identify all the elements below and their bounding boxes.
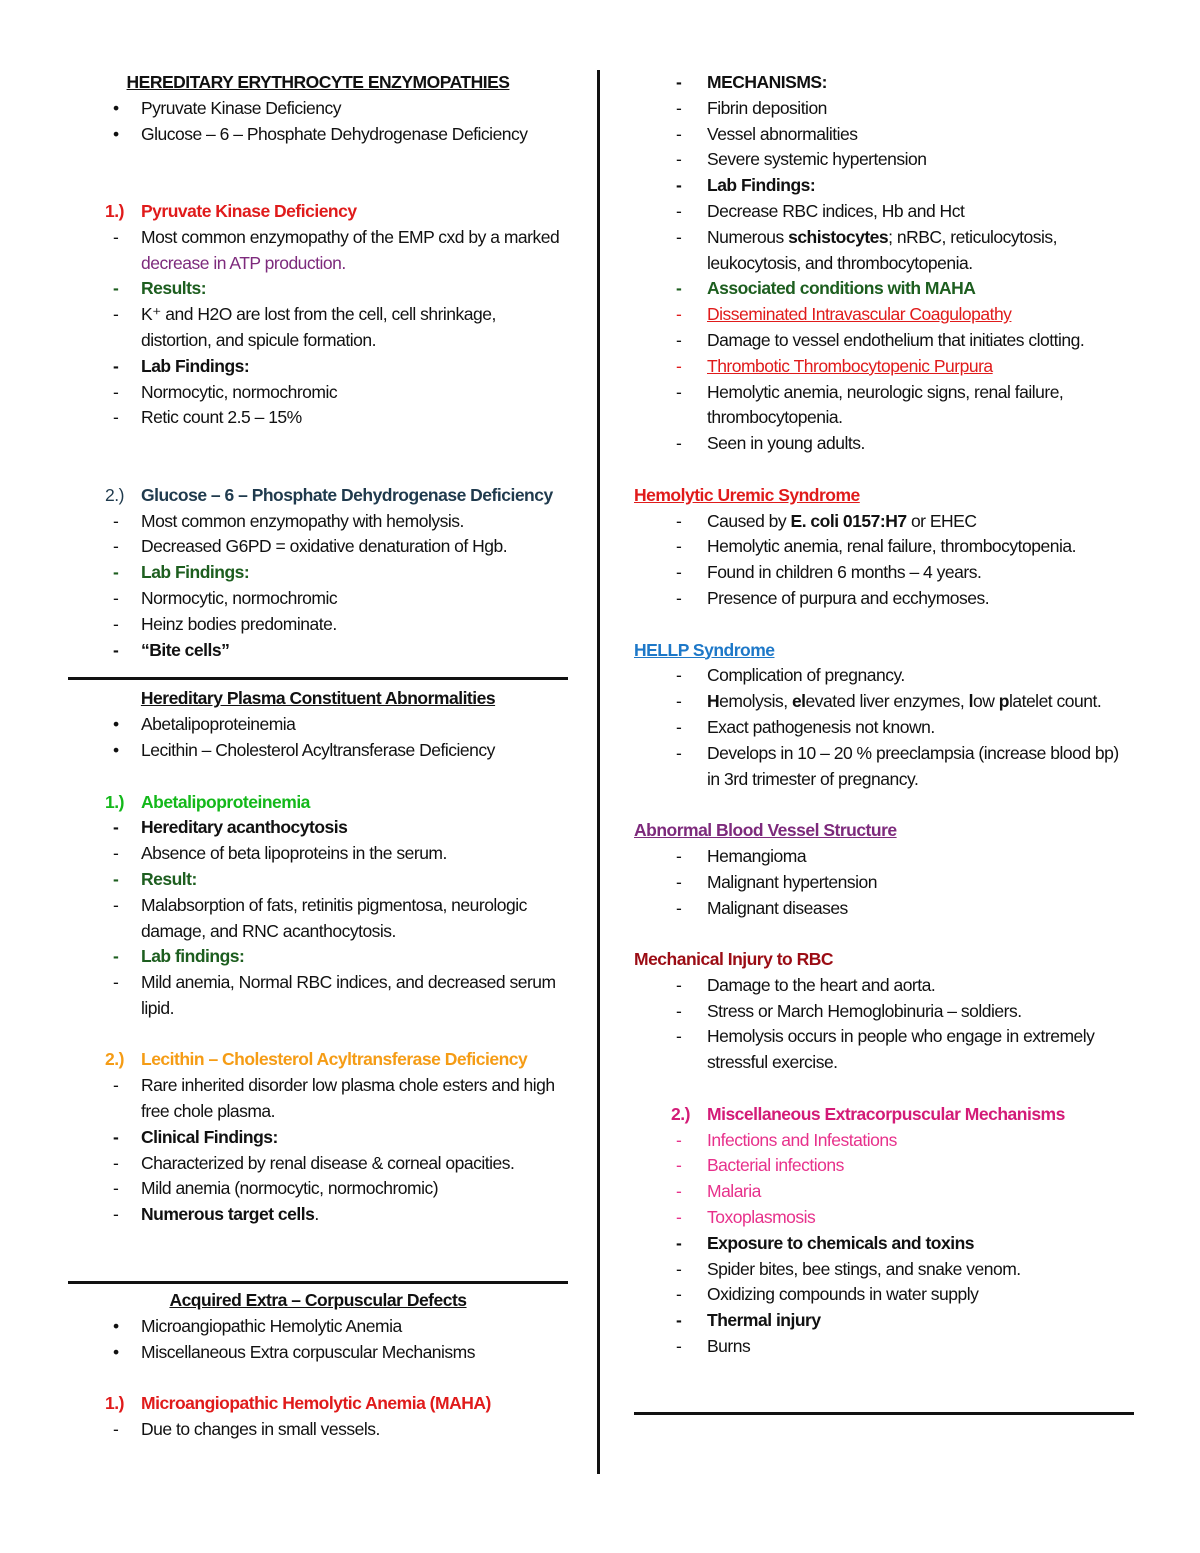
- plasma-title: Hereditary Plasma Constituent Abnormalities: [140, 688, 496, 709]
- list-item: - Decreased G6PD = oxidative denaturation of Hgb.: [68, 534, 568, 560]
- list-item: - Stress or March Hemoglobinuria – soldiers.: [634, 999, 1134, 1025]
- list-item: - Malignant hypertension: [634, 870, 1134, 896]
- list-item: - Found in children 6 months – 4 years.: [634, 560, 1134, 586]
- thermal-label: - Thermal injury: [634, 1308, 1134, 1334]
- list-item: - Damage to the heart and aorta.: [634, 973, 1134, 999]
- list-item: - Oxidizing compounds in water supply: [634, 1282, 1134, 1308]
- list-item: - Retic count 2.5 – 15%: [68, 405, 568, 431]
- list-item: - Hemolytic anemia, renal failure, thrombocytopenia.: [634, 534, 1134, 560]
- list-item: - Severe systemic hypertension: [634, 147, 1134, 173]
- list-item-cont: in 3rd trimester of pregnancy.: [707, 768, 919, 789]
- mechanisms-label: - MECHANISMS:: [634, 70, 1134, 96]
- list-item: - Malabsorption of fats, retinitis pigmentosa, neurologic: [68, 893, 568, 919]
- left-column: [68, 70, 568, 1443]
- list-item: - Hemolysis occurs in people who engage in extremely: [634, 1024, 1134, 1050]
- list-item: - Hemangioma: [634, 844, 1134, 870]
- list-item: - Burns: [634, 1334, 1134, 1360]
- list-item: - Mild anemia (normocytic, normochromic): [68, 1176, 568, 1202]
- list-item: • Glucose – 6 – Phosphate Dehydrogenase Deficiency: [68, 122, 568, 148]
- hellp-title: HELLP Syndrome: [634, 639, 775, 660]
- lab-label: - Lab findings:: [68, 944, 568, 970]
- dic-link: - Disseminated Intravascular Coagulopathy: [634, 302, 1134, 328]
- abeta-heading: 1.) Abetalipoproteinemia: [105, 791, 310, 812]
- list-item: - Presence of purpura and ecchymoses.: [634, 586, 1134, 612]
- column-divider: [597, 70, 600, 1474]
- result-label: - Result:: [68, 867, 568, 893]
- list-item: • Microangiopathic Hemolytic Anemia: [68, 1314, 568, 1340]
- mir-title: Mechanical Injury to RBC: [634, 949, 834, 970]
- list-item-cont: lipid.: [141, 997, 174, 1018]
- list-item: - Hemolytic anemia, neurologic signs, renal failure,: [634, 380, 1134, 406]
- list-item: - Rare inherited disorder low plasma chole esters and high: [68, 1073, 568, 1099]
- lab-label: - Lab Findings:: [68, 560, 568, 586]
- list-item-cont: free chole plasma.: [141, 1101, 275, 1122]
- list-item: - Complication of pregnancy.: [634, 663, 1134, 689]
- list-item: - Most common enzymopathy of the EMP cxd by a marked: [68, 225, 568, 251]
- list-item: - Toxoplasmosis: [634, 1205, 1134, 1231]
- list-item: - Seen in young adults.: [634, 431, 1134, 457]
- list-item: - Heinz bodies predominate.: [68, 612, 568, 638]
- list-item-cont: leukocytosis, and thrombocytopenia.: [707, 252, 973, 273]
- list-item-cont: thrombocytopenia.: [707, 407, 843, 428]
- list-item: - Decrease RBC indices, Hb and Hct: [634, 199, 1134, 225]
- clinical-label: - Clinical Findings:: [68, 1125, 568, 1151]
- misc-heading: 2.) Miscellaneous Extracorpuscular Mechanisms: [671, 1103, 1065, 1124]
- acquired-title: Acquired Extra – Corpuscular Defects: [169, 1290, 467, 1311]
- hus-title: Hemolytic Uremic Syndrome: [634, 484, 860, 505]
- list-item-cont: stressful exercise.: [707, 1052, 838, 1073]
- list-item: - Mild anemia, Normal RBC indices, and decreased serum: [68, 970, 568, 996]
- list-item: - Caused by E. coli 0157:H7 or EHEC: [634, 509, 1134, 535]
- associated-label: - Associated conditions with MAHA: [634, 276, 1134, 302]
- list-item: - K⁺ and H2O are lost from the cell, cell shrinkage,: [68, 302, 568, 328]
- list-item: - Vessel abnormalities: [634, 122, 1134, 148]
- abv-title: Abnormal Blood Vessel Structure: [634, 820, 897, 841]
- list-item: - Spider bites, bee stings, and snake venom.: [634, 1257, 1134, 1283]
- section-divider: [634, 1412, 1134, 1415]
- lcat-heading: 2.) Lecithin – Cholesterol Acyltransferase Deficiency: [105, 1049, 528, 1070]
- g6pd-heading: 2.) Glucose – 6 – Phosphate Dehydrogenase Deficiency: [105, 484, 553, 505]
- list-item: - Damage to vessel endothelium that initiates clotting.: [634, 328, 1134, 354]
- ttp-link: - Thrombotic Thrombocytopenic Purpura: [634, 354, 1134, 380]
- list-item-cont: distortion, and spicule formation.: [141, 329, 376, 350]
- list-item: - “Bite cells”: [68, 638, 568, 664]
- list-item: - Numerous schistocytes; nRBC, reticulocytosis,: [634, 225, 1134, 251]
- list-item: - Hemolysis, elevated liver enzymes, low platelet count.: [634, 689, 1134, 715]
- maha-heading: 1.) Microangiopathic Hemolytic Anemia (MAHA): [105, 1393, 491, 1414]
- list-item: - Absence of beta lipoproteins in the serum.: [68, 841, 568, 867]
- list-item-cont: decrease in ATP production.: [141, 252, 346, 273]
- list-item: • Miscellaneous Extra corpuscular Mechanisms: [68, 1340, 568, 1366]
- list-item: • Lecithin – Cholesterol Acyltransferase Deficiency: [68, 738, 568, 764]
- list-item: - Exact pathogenesis not known.: [634, 715, 1134, 741]
- right-column: [634, 70, 1134, 1415]
- list-item: - Normocytic, normochromic: [68, 380, 568, 406]
- enzymopathies-title: HEREDITARY ERYTHROCYTE ENZYMOPATHIES: [126, 72, 510, 92]
- list-item: • Pyruvate Kinase Deficiency: [68, 96, 568, 122]
- results-label: - Results:: [68, 276, 568, 302]
- list-item: - Due to changes in small vessels.: [68, 1417, 568, 1443]
- exposure-label: - Exposure to chemicals and toxins: [634, 1231, 1134, 1257]
- list-item: - Infections and Infestations: [634, 1128, 1134, 1154]
- list-item: - Normocytic, normochromic: [68, 586, 568, 612]
- list-item: - Bacterial infections: [634, 1153, 1134, 1179]
- list-item: - Fibrin deposition: [634, 96, 1134, 122]
- list-item: - Malignant diseases: [634, 896, 1134, 922]
- pk-heading: 1.) Pyruvate Kinase Deficiency: [105, 200, 357, 221]
- list-item: - Develops in 10 – 20 % preeclampsia (increase blood bp): [634, 741, 1134, 767]
- list-item-cont: damage, and RNC acanthocytosis.: [141, 920, 396, 941]
- list-item: - Numerous target cells.: [68, 1202, 568, 1228]
- list-item: - Malaria: [634, 1179, 1134, 1205]
- list-item: - Most common enzymopathy with hemolysis.: [68, 509, 568, 535]
- lab-label: - Lab Findings:: [68, 354, 568, 380]
- lab-label: - Lab Findings:: [634, 173, 1134, 199]
- list-item: • Abetalipoproteinemia: [68, 712, 568, 738]
- list-item: - Characterized by renal disease & corneal opacities.: [68, 1151, 568, 1177]
- list-item: - Hereditary acanthocytosis: [68, 815, 568, 841]
